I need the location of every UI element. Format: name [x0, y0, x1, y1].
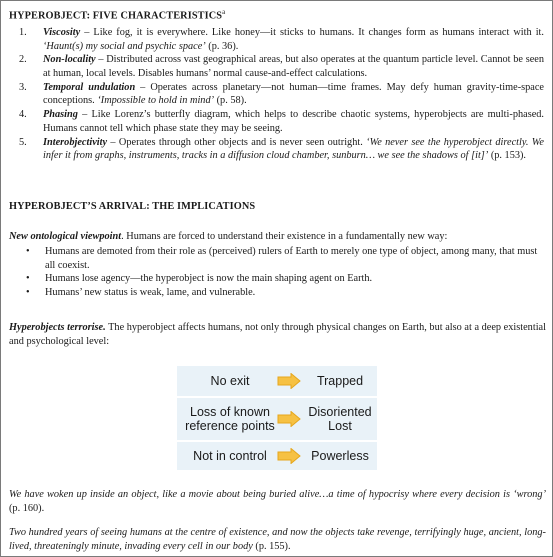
item-number: 1.	[19, 27, 27, 38]
list-item	[23, 286, 543, 300]
item-quote: ‘We never see the hyperobject directly. We infer it from graphs, instruments, tracks in a diffusion cloud chamber, sunburn… we see the shadows of [it]’	[43, 136, 544, 162]
diagram-effect: Trapped	[316, 373, 364, 388]
list-item	[19, 81, 544, 108]
effects-diagram	[177, 366, 377, 470]
diagram-cause: Not in control	[193, 448, 267, 463]
implications-list	[23, 245, 543, 300]
diagram-row	[177, 398, 377, 440]
right-arrow-icon	[277, 373, 301, 389]
right-arrow-icon	[277, 448, 301, 464]
quote-text: Two hundred years of seeing humans at the centre of existence, and now the objects take revenge, terrifyingly huge, ancient, long-lived, threateningly minute, invading every cell in our body	[9, 527, 546, 552]
bullet-text: Humans are demoted from their role as (perceived) rulers of Earth to merely one type of object, among many, that must all coexist.	[45, 246, 538, 271]
list-item	[23, 245, 543, 272]
item-cite: (p. 36).	[205, 40, 239, 52]
ontological-paragraph	[9, 230, 546, 244]
item-cite: (p. 153).	[488, 150, 526, 162]
quote-text: We have woken up inside an object, like a movie about being buried alive…a time of hypocrisy where every decision is ‘wrong’	[9, 489, 546, 500]
item-term: Non-locality	[43, 54, 96, 66]
item-text: – Operates through other objects and is never seen outright.	[107, 136, 367, 148]
item-number: 2.	[19, 54, 27, 66]
bullet-text: Humans lose agency—the hyperobject is now the main shaping agent on Earth.	[45, 273, 373, 285]
item-number: 5.	[19, 136, 27, 148]
right-arrow-icon	[277, 411, 301, 427]
item-text: – Operates across planetary—not human—time frames. May defy human gravity-time-space conceptions.	[43, 81, 544, 107]
section-title-implications	[9, 200, 255, 214]
list-item	[23, 272, 543, 286]
item-quote: ‘Impossible to hold in mind’	[97, 95, 215, 107]
item-term: Temporal undulation	[43, 81, 136, 93]
lead-phrase: New ontological viewpoint	[9, 231, 122, 242]
bullet-icon: •	[26, 273, 30, 285]
item-quote: ‘Haunt(s) my social and psychic space’	[43, 40, 206, 52]
diagram-effect: Powerless	[311, 448, 369, 463]
list-item	[19, 136, 544, 163]
diagram-row	[177, 366, 377, 396]
footnote-marker: a	[222, 8, 226, 16]
section-title-text: HYPEROBJECT: FIVE CHARACTERISTICS	[9, 10, 223, 22]
diagram-cause: Loss of known reference points	[185, 404, 275, 433]
paragraph-text: . Humans are forced to understand their existence in a fundamentally new way:	[121, 231, 448, 242]
diagram-cause: No exit	[210, 373, 250, 388]
item-cite: (p. 58).	[214, 95, 247, 107]
lead-phrase: Hyperobjects terrorise.	[9, 322, 106, 333]
quote-paragraph	[9, 488, 546, 515]
item-text: – Distributed across vast geographical areas, but also operates at the quantum particle level. Cannot be seen at human, local levels. Disables humans’ normal cause-and-effect calculations.	[43, 54, 544, 80]
list-item	[19, 108, 544, 135]
item-number: 4.	[19, 109, 27, 121]
item-text: – Like Lorenz’s butterfly diagram, which helps to describe chaotic systems, hyperobjects are multi-phased. Humans cannot tell which phase state they may be seeing.	[43, 109, 544, 134]
paragraph-text: The hyperobject affects humans, not only through physical changes on Earth, but also at a deep existential and psychological level:	[9, 322, 546, 347]
bullet-text: Humans’ new status is weak, lame, and vulnerable.	[45, 287, 256, 299]
quote-cite: (p. 160).	[9, 502, 45, 514]
list-item	[19, 26, 544, 53]
terrorise-paragraph	[9, 321, 546, 348]
list-item	[19, 53, 544, 80]
quote-cite: (p. 155).	[252, 540, 291, 552]
section-title-characteristics	[9, 8, 225, 23]
bullet-icon: •	[26, 287, 30, 299]
item-term: Interobjectivity	[43, 136, 108, 148]
diagram-row	[177, 442, 377, 470]
item-term: Phasing	[43, 109, 78, 121]
characteristics-list	[19, 26, 544, 163]
item-term: Viscosity	[43, 27, 81, 38]
item-number: 3.	[19, 81, 27, 93]
section-title-text: HYPEROBJECT’S ARRIVAL: THE IMPLICATIONS	[9, 201, 256, 212]
bullet-icon: •	[26, 246, 30, 257]
quote-paragraph	[9, 526, 546, 553]
item-text: – Like fog, it is everywhere. Like honey—it sticks to humans. It changes form as humans interact with it.	[80, 27, 544, 38]
diagram-effect: Disoriented Lost	[308, 404, 372, 433]
